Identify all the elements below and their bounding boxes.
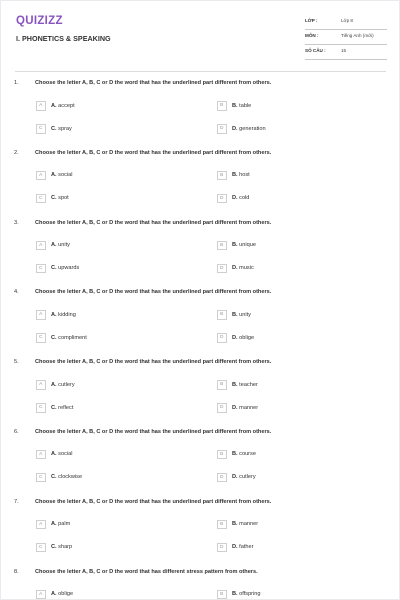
question-text: Choose the letter A, B, C or D the word that has the underlined part different from others. (35, 219, 272, 226)
option-text (51, 474, 82, 480)
option-checkbox[interactable]: A (36, 380, 46, 390)
option-label: D. (232, 404, 238, 411)
option-checkbox[interactable]: D (217, 473, 227, 483)
option-checkbox[interactable]: C (36, 543, 46, 553)
option-label: D. (232, 334, 238, 341)
option-word: generation (239, 125, 266, 132)
option-label: C. (51, 404, 57, 411)
option-label: D. (232, 125, 238, 132)
option-label: B. (232, 102, 238, 109)
question-item (1, 289, 399, 359)
option-word: cold (239, 195, 250, 202)
option-text (232, 265, 254, 271)
option-label: A. (51, 242, 57, 249)
option-checkbox[interactable]: C (36, 124, 46, 134)
option-text (51, 451, 72, 457)
question-item (1, 150, 399, 220)
question-number: 6. (14, 428, 19, 435)
option-checkbox[interactable]: C (36, 194, 46, 204)
option-checkbox[interactable]: B (217, 380, 227, 390)
option-label: B. (232, 451, 238, 458)
option-text (232, 451, 256, 457)
quizizz-logo: QUIZIZZ (16, 15, 63, 27)
question-item (1, 220, 399, 290)
option-word: social (58, 172, 73, 179)
option-label: A. (51, 311, 57, 318)
option-text (232, 103, 251, 109)
question-item (1, 499, 399, 569)
option-label: A. (51, 451, 57, 458)
question-number: 5. (14, 359, 19, 366)
info-value: Lớp 8 (341, 18, 353, 23)
option-label: B. (232, 521, 238, 528)
option-text (232, 242, 256, 248)
option-word: unity (58, 242, 70, 249)
option-word: oblige (239, 334, 255, 341)
option-text (51, 312, 76, 318)
info-row-count (305, 45, 387, 60)
option-label: D. (232, 265, 238, 272)
option-label: A. (51, 172, 57, 179)
option-checkbox[interactable]: B (217, 241, 227, 251)
question-number: 1. (14, 80, 19, 86)
option-checkbox[interactable]: D (217, 194, 227, 204)
option-word: unity (239, 311, 251, 318)
option-text (51, 103, 75, 109)
header-divider (15, 71, 386, 72)
question-number: 4. (14, 289, 19, 296)
option-checkbox[interactable]: B (217, 310, 227, 320)
worksheet-title: I. PHONETICS & SPEAKING (16, 34, 111, 43)
option-checkbox[interactable]: A (36, 520, 46, 530)
option-word: social (58, 451, 73, 458)
option-word: course (239, 451, 256, 458)
info-row-class (305, 15, 387, 30)
option-checkbox[interactable]: B (217, 590, 227, 599)
option-checkbox[interactable]: D (217, 403, 227, 413)
option-word: cutlery (58, 381, 75, 388)
option-checkbox[interactable]: A (36, 310, 46, 320)
option-word: father (239, 544, 254, 551)
option-checkbox[interactable]: D (217, 333, 227, 343)
option-label: D. (232, 544, 238, 551)
option-label: C. (51, 334, 57, 341)
option-word: manner (239, 521, 259, 528)
option-label: C. (51, 544, 57, 551)
option-word: spray (58, 125, 72, 132)
question-number: 2. (14, 149, 19, 156)
question-item (1, 359, 399, 429)
option-checkbox[interactable]: C (36, 333, 46, 343)
option-text (232, 405, 258, 411)
option-text (51, 172, 72, 178)
option-label: B. (232, 172, 238, 179)
info-value: Tiếng Anh (mới) (341, 33, 374, 38)
option-checkbox[interactable]: A (36, 590, 46, 599)
option-checkbox[interactable]: B (217, 101, 227, 111)
option-checkbox[interactable]: C (36, 264, 46, 274)
option-word: reflect (58, 404, 74, 411)
option-text (51, 382, 75, 388)
option-word: manner (239, 404, 259, 411)
info-value: 15 (341, 48, 347, 53)
option-checkbox[interactable]: B (217, 520, 227, 530)
option-text (232, 544, 253, 550)
question-text: Choose the letter A, B, C or D the word that has the underlined part different from others. (35, 498, 272, 505)
info-label: LỚP : (305, 18, 318, 23)
option-label: B. (232, 381, 238, 388)
option-text (51, 405, 73, 411)
option-word: cutlery (239, 474, 256, 481)
option-label: A. (51, 591, 57, 598)
option-word: palm (58, 521, 71, 528)
option-checkbox[interactable]: B (217, 171, 227, 181)
option-text (51, 265, 79, 271)
option-label: A. (51, 102, 57, 109)
option-label: A. (51, 381, 57, 388)
option-word: oblige (58, 591, 74, 598)
option-word: table (239, 102, 252, 109)
option-text (51, 242, 70, 248)
option-word: sharp (58, 544, 73, 551)
option-checkbox[interactable]: D (217, 543, 227, 553)
option-word: host (239, 172, 250, 179)
option-text (232, 312, 251, 318)
option-label: D. (232, 474, 238, 481)
worksheet-page (1, 1, 399, 599)
question-item (1, 80, 399, 150)
option-label: D. (232, 195, 238, 202)
option-label: B. (232, 591, 238, 598)
option-checkbox[interactable]: D (217, 124, 227, 134)
info-table (305, 15, 387, 60)
option-checkbox[interactable]: A (36, 450, 46, 460)
question-number: 8. (14, 568, 19, 575)
option-word: spot (58, 195, 69, 202)
option-checkbox[interactable]: A (36, 241, 46, 251)
option-text (51, 335, 87, 341)
info-label: SỐ CÂU : (305, 48, 326, 53)
question-number: 7. (14, 498, 19, 505)
option-label: C. (51, 125, 57, 132)
question-text: Choose the letter A, B, C or D the word that has the underlined part different from others. (35, 289, 272, 296)
option-text (232, 521, 258, 527)
option-word: clockwise (58, 474, 83, 481)
option-word: music (239, 265, 254, 272)
question-text: Choose the letter A, B, C or D the word that has the underlined part different from others. (35, 428, 272, 435)
option-text (232, 126, 266, 132)
question-text: Choose the letter A, B, C or D the word that has different stress pattern from others. (35, 568, 258, 575)
option-word: compliment (58, 334, 87, 341)
option-checkbox[interactable]: C (36, 403, 46, 413)
option-checkbox[interactable]: B (217, 450, 227, 460)
option-text (51, 521, 70, 527)
option-word: upwards (58, 265, 80, 272)
option-word: kidding (58, 311, 76, 318)
question-text: Choose the letter A, B, C or D the word that has the underlined part different from others. (35, 359, 272, 366)
option-text (232, 172, 250, 178)
option-text (232, 591, 261, 597)
option-word: unique (239, 242, 256, 249)
question-item (1, 569, 399, 599)
option-word: teacher (239, 381, 258, 388)
option-word: accept (58, 102, 75, 109)
info-label: MÔN : (305, 33, 319, 38)
option-text (51, 544, 72, 550)
option-label: A. (51, 521, 57, 528)
question-item (1, 429, 399, 499)
option-text (232, 382, 258, 388)
question-number: 3. (14, 219, 19, 226)
info-row-subject (305, 30, 387, 45)
option-label: C. (51, 474, 57, 481)
option-checkbox[interactable]: C (36, 473, 46, 483)
question-text: Choose the letter A, B, C or D the word that has the underlined part different from others. (35, 80, 272, 86)
option-checkbox[interactable]: A (36, 171, 46, 181)
option-checkbox[interactable]: A (36, 101, 46, 111)
option-text (232, 335, 254, 341)
option-text (232, 474, 256, 480)
option-text (51, 126, 72, 132)
option-text (51, 591, 73, 597)
question-list (1, 80, 399, 599)
option-label: C. (51, 265, 57, 272)
question-text: Choose the letter A, B, C or D the word that has the underlined part different from others. (35, 149, 272, 156)
option-text (232, 195, 249, 201)
option-word: offspring (239, 591, 261, 598)
option-checkbox[interactable]: D (217, 264, 227, 274)
option-text (51, 195, 69, 201)
option-label: C. (51, 195, 57, 202)
option-label: B. (232, 242, 238, 249)
option-label: B. (232, 311, 238, 318)
